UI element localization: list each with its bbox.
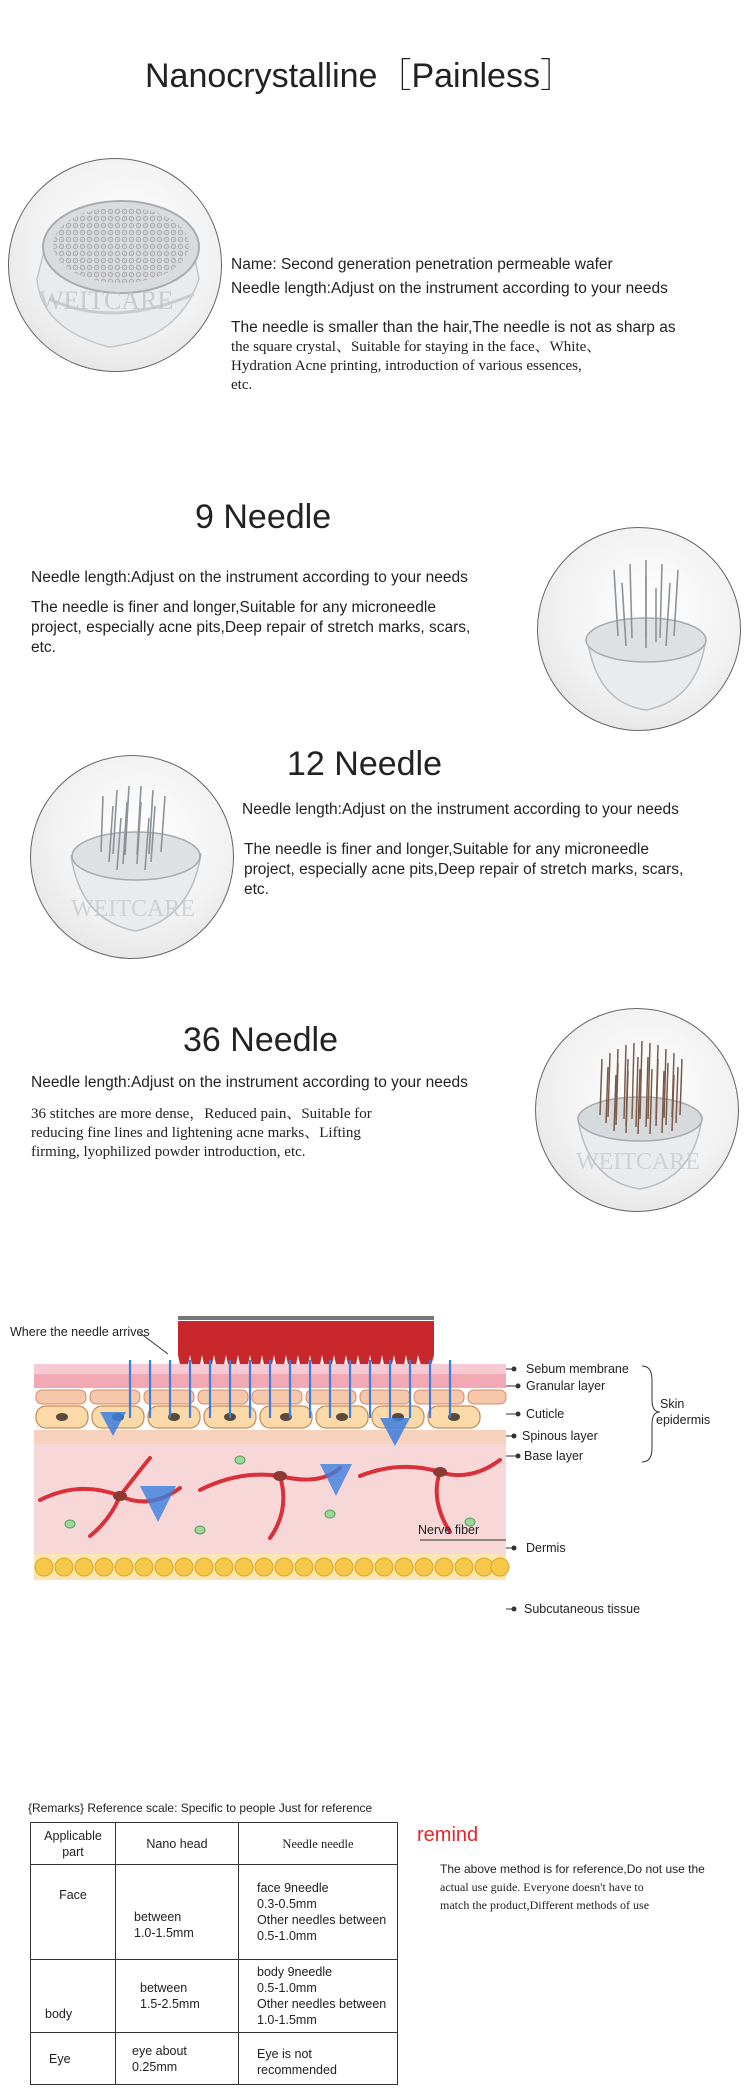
remind-title: remind: [417, 1824, 479, 1846]
cell-needle-line: 0.3-0.5mm: [257, 1897, 317, 1911]
n12-description: [244, 840, 683, 900]
cell-needle-line: 0.5-1.0mm: [257, 1981, 317, 1995]
table-row: [31, 2033, 398, 2085]
desc-line: The needle is smaller than the hair,The needle is not as sharp as: [231, 319, 676, 336]
watermark-text: WEITCARE: [39, 286, 174, 315]
cell-part: Face: [31, 1865, 116, 1960]
watermark-text: WEITCARE: [576, 1149, 700, 1175]
nano-head-photo: [8, 158, 222, 372]
desc-line: the square crystal、Suitable for staying in the face、White、: [231, 339, 602, 355]
12-needle-photo: [30, 755, 234, 959]
watermark-text: WEITCARE: [71, 896, 195, 922]
table-row: [31, 1865, 398, 1960]
label-sebum-membrane: Sebum membrane: [526, 1362, 629, 1376]
cell-needle-line: Other needles between: [257, 1997, 387, 2011]
header-applicable-part: Applicable part: [31, 1823, 116, 1865]
desc-line: project, especially acne pits,Deep repair of stretch marks, scars,: [244, 861, 684, 878]
remind-line: actual use guide. Everyone doesn't have to: [440, 1880, 644, 1894]
n9-length: Needle length:Adjust on the instrument according to your needs: [31, 569, 468, 586]
cell-nano-line: 0.25mm: [132, 2059, 178, 2074]
cell-nano: [116, 1960, 239, 2033]
36-needle-photo: [535, 1008, 739, 1212]
header-nano-head: Nano head: [116, 1823, 239, 1865]
nano-description: [231, 318, 676, 395]
label-needle-arrives: Where the needle arrives: [10, 1325, 150, 1339]
remind-line: The above method is for reference,Do not use the: [440, 1862, 705, 1876]
label-epidermis: epidermis: [656, 1413, 711, 1427]
label-skin: Skin: [660, 1397, 685, 1411]
cell-needle-line: 1.0-1.5mm: [257, 2013, 317, 2027]
n12-length: Needle length:Adjust on the instrument according to your needs: [242, 801, 679, 818]
label-subcutaneous-tissue: Subcutaneous tissue: [524, 1602, 641, 1616]
header-needle-needle: Needle needle: [239, 1823, 398, 1865]
cell-needle: [239, 1960, 398, 2033]
section-title-12-needle: 12 Needle: [287, 745, 443, 783]
desc-line: reducing fine lines and lightening acne marks、Lifting: [31, 1125, 361, 1141]
cell-nano-line: between: [134, 1910, 182, 1924]
table-header-row: [31, 1823, 398, 1865]
label-dermis: Dermis: [526, 1541, 566, 1555]
n36-description: [31, 1105, 372, 1162]
cell-nano-line: eye about: [132, 2043, 187, 2058]
desc-line: project, especially acne pits,Deep repair of stretch marks, scars,: [31, 619, 471, 636]
nano-name: Name: Second generation penetration permeable wafer: [231, 256, 613, 273]
cell-needle-line: 0.5-1.0mm: [257, 1929, 317, 1943]
reference-caption: {Remarks} Reference scale: Specific to people Just for reference: [28, 1801, 373, 1815]
desc-line: The needle is finer and longer,Suitable for any microneedle: [31, 599, 436, 616]
label-base-layer: Base layer: [524, 1449, 584, 1463]
cell-nano: [116, 2033, 239, 2085]
nano-length: Needle length:Adjust on the instrument according to your needs: [231, 280, 668, 297]
desc-line: Hydration Acne printing, introduction of various essences,: [231, 358, 582, 374]
desc-line: etc.: [231, 377, 253, 393]
desc-line: firming, lyophilized powder introduction, etc.: [31, 1144, 306, 1160]
cell-needle-line: face 9needle: [257, 1881, 329, 1895]
desc-line: etc.: [31, 639, 56, 656]
label-granular-layer: Granular layer: [526, 1379, 606, 1393]
remind-line: match the product,Different methods of use: [440, 1898, 650, 1912]
desc-line: 36 stitches are more dense，Reduced pain、Suitable for: [31, 1106, 372, 1122]
label-spinous-layer: Spinous layer: [522, 1429, 598, 1443]
reference-table: [30, 1822, 398, 2085]
section-title-9-needle: 9 Needle: [195, 498, 332, 536]
section-title-36-needle: 36 Needle: [183, 1021, 339, 1059]
cell-needle: [239, 1865, 398, 1960]
skin-layer-diagram: [0, 1300, 750, 1630]
table-row: [31, 1960, 398, 2033]
cell-nano: [116, 1865, 239, 1960]
label-nerve-fiber: Nerve fiber: [418, 1523, 480, 1537]
desc-line: etc.: [244, 881, 269, 898]
label-cuticle: Cuticle: [526, 1407, 565, 1421]
cell-needle-line: Other needles between: [257, 1913, 387, 1927]
n9-description: [31, 598, 470, 658]
cell-needle-line: body 9needle: [257, 1965, 333, 1979]
n36-length: Needle length:Adjust on the instrument according to your needs: [31, 1074, 468, 1091]
cell-needle: Eye is not recommended: [239, 2033, 398, 2085]
cell-part: Eye: [31, 2033, 116, 2085]
cell-nano-line: 1.5-2.5mm: [140, 1997, 200, 2011]
page-title: Nanocrystalline［Painless］: [145, 57, 574, 95]
remind-text: [440, 1860, 740, 1914]
cell-nano-line: between: [140, 1981, 188, 1995]
cell-nano-line: 1.0-1.5mm: [134, 1926, 194, 1940]
desc-line: The needle is finer and longer,Suitable for any microneedle: [244, 841, 649, 858]
9-needle-photo: [537, 527, 741, 731]
cell-part: body: [31, 1960, 116, 2033]
